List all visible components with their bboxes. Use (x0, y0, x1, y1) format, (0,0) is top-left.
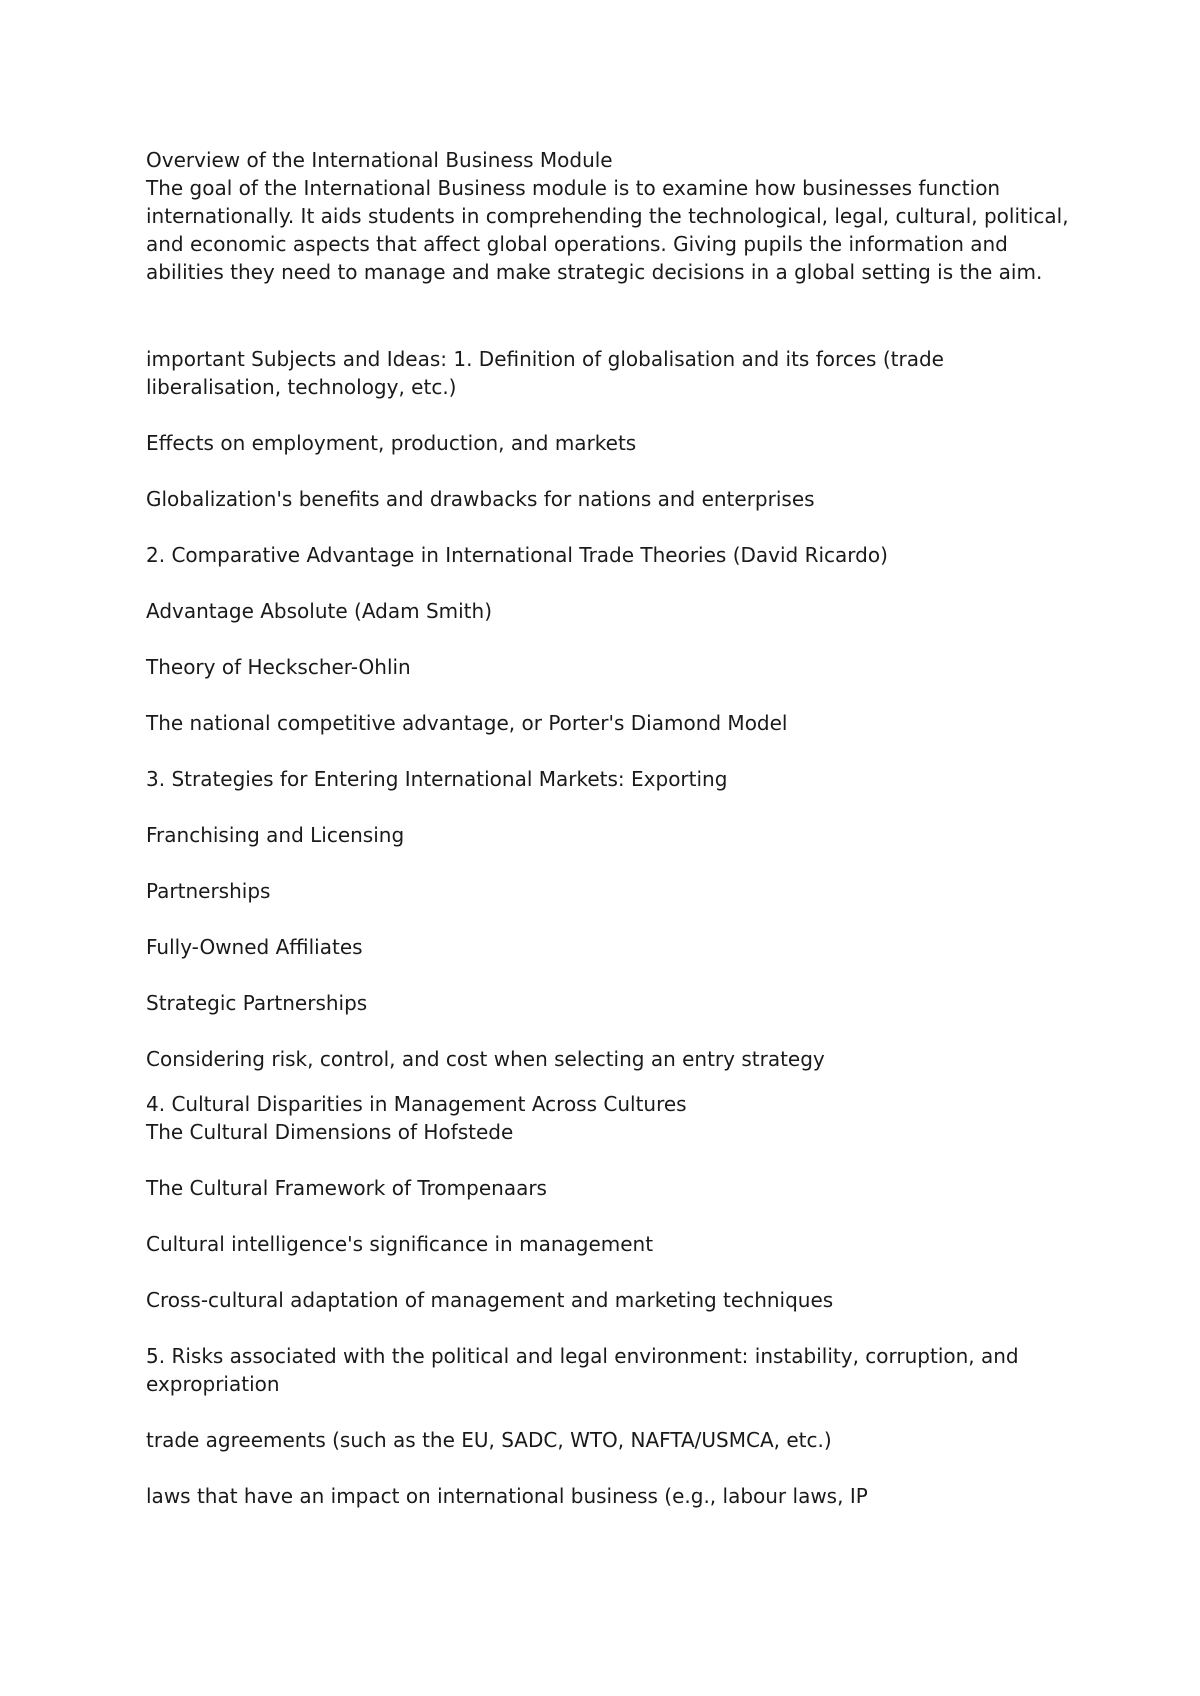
text-line: Franchising and Licensing (146, 823, 405, 847)
section-heading-2: 2. Comparative Advantage in International Trade Theories (David Ricardo) (146, 543, 888, 567)
text-line: Considering risk, control, and cost when selecting an entry strategy (146, 1047, 825, 1071)
section-heading-5: 5. Risks associated with the political and legal environment: instability, corruption, and expropriation (146, 1344, 1019, 1396)
section-heading-4: 4. Cultural Disparities in Management Across Cultures (146, 1092, 687, 1116)
text-line: Fully-Owned Affiliates (146, 935, 363, 959)
text-line: Globalization's benefits and drawbacks for nations and enterprises (146, 487, 815, 511)
text-line: trade agreements (such as the EU, SADC, WTO, NAFTA/USMCA, etc.) (146, 1428, 832, 1452)
text-line: Partnerships (146, 879, 271, 903)
text-line: The Cultural Framework of Trompenaars (146, 1176, 547, 1200)
document-body (146, 146, 1076, 1510)
text-line: Cultural intelligence's significance in management (146, 1232, 654, 1256)
document-title: Overview of the International Business Module (146, 148, 613, 172)
text-line: Advantage Absolute (Adam Smith) (146, 599, 492, 623)
text-line: Effects on employment, production, and markets (146, 431, 637, 455)
text-line: Theory of Heckscher-Ohlin (146, 655, 411, 679)
text-line: Strategic Partnerships (146, 991, 368, 1015)
topics-intro-line: important Subjects and Ideas: 1. Definition of globalisation and its forces (trade liberalisation, technology, etc.) (146, 347, 944, 399)
text-line: laws that have an impact on international business (e.g., labour laws, IP (146, 1484, 868, 1508)
text-line: The Cultural Dimensions of Hofstede (146, 1120, 514, 1144)
intro-paragraph: The goal of the International Business module is to examine how businesses function internationally. It aids students in comprehending the technological, legal, cultural, political, and economic aspects that affect global operations. Giving pupils the information and abilities they need to manage and make strategic decisions in a global setting is the aim. (146, 176, 1069, 284)
text-line: Cross-cultural adaptation of management and marketing techniques (146, 1288, 834, 1312)
text-line: The national competitive advantage, or Porter's Diamond Model (146, 711, 788, 735)
section-heading-3: 3. Strategies for Entering International Markets: Exporting (146, 767, 728, 791)
